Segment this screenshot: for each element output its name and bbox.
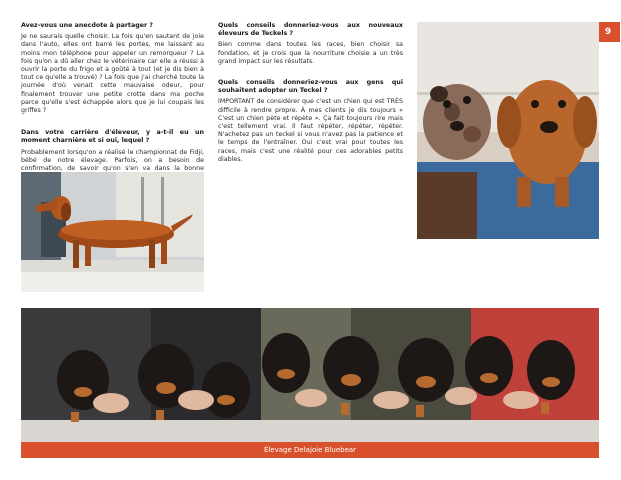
standing-dachshund-photo xyxy=(21,172,204,292)
answer-adopters: IMPORTANT de considérer que c'est un chien qui est TRÈS difficile à rendre propre. À mes clients je dis toujours « C'est un chien pète et répète ». Ça fait toujours rire mais c'est tellement vrai. Il faut répéter, répéter, répéter. N'achetez pas un teckel si vous n'avez pas la patience et le temps de l'entraîner. Oui c'est vrai pour toutes les races, mais c'est une réalité pour ces adorables petits diables. xyxy=(218,98,403,163)
middle-text-column xyxy=(218,22,403,164)
answer-new-breeders: Bien comme dans toutes les races, bien choisir sa fondation, et je crois que la nourriture choisie a un très grand impact sur les résultats. xyxy=(218,41,403,65)
question-anecdote: Avez-vous une anecdote à partager ? xyxy=(21,22,153,29)
two-puppies-photo xyxy=(417,22,599,239)
photo-caption: Élevage Delajoie Bluebear xyxy=(21,442,599,458)
question-turning-point: Dans votre carrière d'éleveur, y a-t-il eu un moment charnière et si oui, lequel ? xyxy=(21,129,204,145)
answer-turning-point: Probablement lorsqu'on a réalisé le championnat de Fidji, bébé de notre élevage. Parfois, on a besoin de confirmation, de savoir qu'on s'en va dans la bonne xyxy=(21,148,204,173)
answer-anecdote: Je ne saurais quelle choisir. La fois qu'en sautant de joie dans l'auto, elles ont barré les portes, me laissant au moins mon téléphone pour appeler un remorqueur ? La fois qu'on a dû aller chez le vétérinaire car elle a réussi à ouvrir la porte du frigo et a goûté à tout (et je dis bien à tout ce qu'elle a trouvé) ? La fois que j'ai cherché toute la journée d'où venait cette mauvaise odeur, pour finalement trouver une petite crotte dans ma poche parce qu'elle s'est échappée alors que je lui coupais les griffes ? xyxy=(21,33,204,115)
litter-photo xyxy=(21,308,599,442)
question-new-breeders: Quels conseils donneriez-vous aux nouveaux éleveurs de Teckels ? xyxy=(218,22,403,38)
question-adopters: Quels conseils donneriez-vous aux gens qui souhaitent adopter un Teckel ? xyxy=(218,79,403,95)
left-text-column xyxy=(21,22,204,181)
page-number: 9 xyxy=(596,22,620,42)
